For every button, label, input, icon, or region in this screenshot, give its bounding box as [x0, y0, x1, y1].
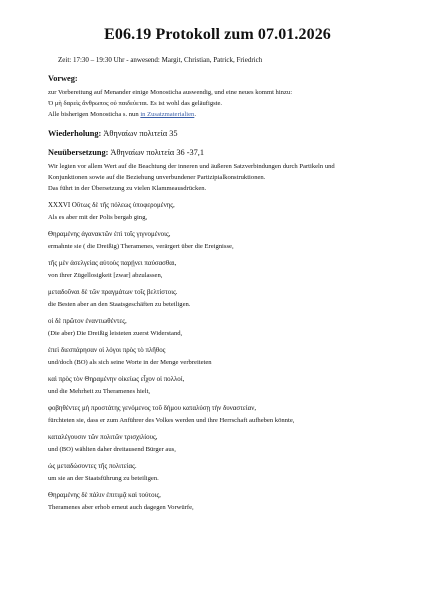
german-line: (Die aber) Die Dreißig leisteten zuerst Widerstand,	[48, 330, 183, 337]
vorweg-line-3	[48, 109, 387, 120]
vorweg-line-1: zur Vorbereitung auf Menander einige Monosticha auswendig, und eine neues kommt hinzu:	[48, 89, 293, 96]
german-line: von ihrer Zügellosigkeit [zwar] abzulassen,	[48, 272, 163, 279]
vorweg-line-3-end: .	[194, 111, 196, 118]
section-heading-vorweg: Vorweg:	[48, 74, 78, 83]
greek-line: ὡς μεταδώσοντες τῆς πολιτείας.	[48, 463, 137, 470]
intro-line-3: Das führt in der Übersetzung zu vielen Klammeausdrücken.	[48, 185, 207, 192]
zusatzmaterialien-link[interactable]: in Zusatzmaterialien	[140, 111, 195, 118]
greek-line: Θηραμένης δὲ πάλιν ἐπιτιμᾷ καὶ τούτοις,	[48, 492, 161, 499]
neuuebersetzung-label: Neuübersetzung:	[48, 148, 109, 157]
greek-line: καταλέγουσιν τῶν πολιτῶν τρισχιλίους,	[48, 434, 158, 441]
german-line: Theramenes aber erhob erneut auch dagegen Vorwürfe,	[48, 504, 194, 511]
section-heading-neuuebersetzung	[48, 148, 387, 158]
intro-line-2: Konjunktionen sowie auf die Beziehung unverbundener Partizipialkonstruktionen.	[48, 174, 266, 181]
translation-pair	[48, 346, 387, 368]
greek-line: μεταδοῦναι δὲ τῶν πραγμάτων τοῖς βελτίστοις.	[48, 289, 178, 296]
german-line: Als es aber mit der Polis bergab ging,	[48, 214, 148, 221]
greek-line: Θηραμένης ἀγανακτῶν ἐπὶ τοῖς γιγνομένοις,	[48, 231, 171, 238]
translation-pairs	[48, 201, 387, 513]
german-line: und die Mehrheit zu Theramenes hielt,	[48, 388, 151, 395]
translation-pair	[48, 201, 387, 223]
translation-pair	[48, 375, 387, 397]
translation-pair	[48, 230, 387, 252]
translation-pair	[48, 288, 387, 310]
wiederholung-text: Ἀθηναίων πολιτεία 35	[101, 129, 178, 138]
translation-pair	[48, 491, 387, 513]
vorweg-line-3-text: Alle bisherigen Monosticha s. nun	[48, 111, 141, 118]
neuuebersetzung-text: Ἀθηναίων πολιτεία 36 -37,1	[108, 148, 205, 157]
translation-pair	[48, 404, 387, 426]
german-line: um sie an der Staatsführung zu beteiligen.	[48, 475, 159, 482]
german-line: die Besten aber an den Staatsgeschäften zu beteiligen.	[48, 301, 191, 308]
intro-line-1: Wir legten vor allem Wert auf die Beachtung der inneren und äußeren Satzverbindungen durch Partikeln und	[48, 163, 335, 170]
wiederholung-label: Wiederholung:	[48, 129, 102, 138]
section-heading-wiederholung	[48, 129, 387, 139]
translation-pair	[48, 317, 387, 339]
greek-line: τῆς μὲν ἀσελγείας αὐτοὺς παρῄνει παύσασθαι,	[48, 260, 177, 267]
greek-line: καὶ πρὸς τὸν Θηραμένην οἰκείως εἶχον οἱ πολλοί,	[48, 376, 185, 383]
page-title: E06.19 Protokoll zum 07.01.2026	[104, 26, 331, 43]
meeting-info: Zeit: 17:30 – 19:30 Uhr - anwesend: Margit, Christian, Patrick, Friedrich	[58, 56, 263, 64]
greek-line: ἐπεὶ διεσπάρησαν οἱ λόγοι πρὸς τὸ πλῆθος	[48, 347, 166, 354]
greek-line: φοβηθέντες μὴ προστάτης γενόμενος τοῦ δήμου καταλύσῃ τὴν δυναστείαν,	[48, 405, 257, 412]
german-line: fürchteten sie, dass er zum Anführer des Volkes werden und ihre Herrschaft aufheben könnte,	[48, 417, 295, 424]
translation-pair	[48, 259, 387, 281]
greek-line: XXXVI Οὕτως δὲ τῆς πόλεως ὑποφερομένης,	[48, 202, 175, 209]
german-line: und/doch (BO) als sich seine Worte in der Menge verbreiteten	[48, 359, 212, 366]
greek-line: οἱ δὲ πρῶτον ἐναντιωθέντες,	[48, 318, 127, 325]
vorweg-line-2: Ὁ μὴ δαρεὶς ἄνθρωπος οὐ παιδεύεται. Es ist wohl das geläufigste.	[48, 100, 223, 107]
translation-pair	[48, 462, 387, 484]
german-line: und (BO) wählten daher dreitausend Bürger aus,	[48, 446, 176, 453]
german-line: ermahnte sie ( die Dreißig) Theramenes, verärgert über die Ereignisse,	[48, 243, 234, 250]
translation-pair	[48, 433, 387, 455]
